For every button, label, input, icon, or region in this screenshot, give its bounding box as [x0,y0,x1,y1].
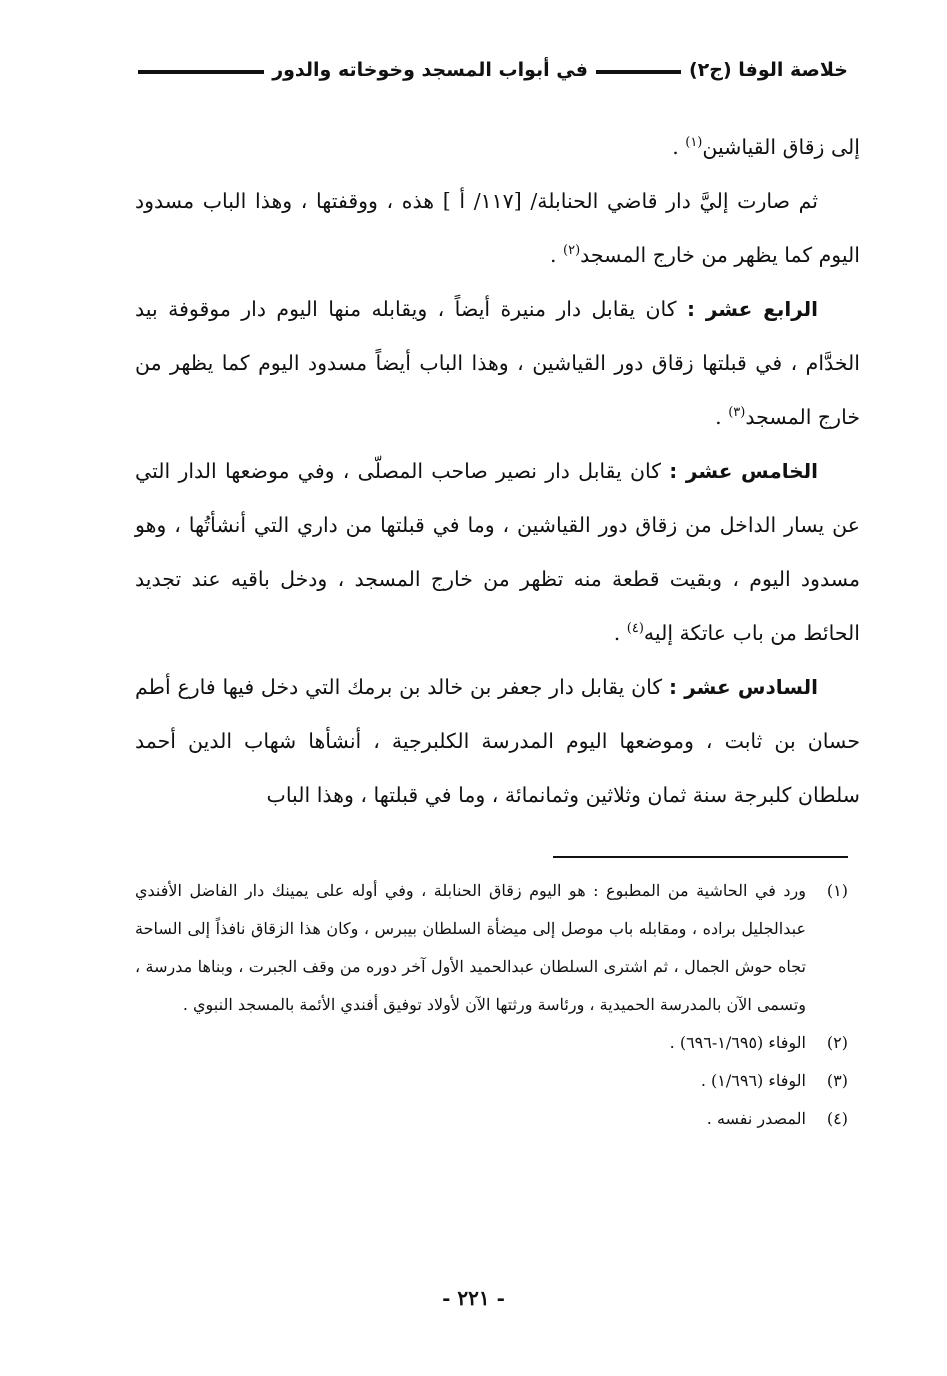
paragraph-3-lead: الرابع عشر : [686,297,818,321]
paragraph-4-lead: الخامس عشر : [669,459,819,483]
paragraph-1 [135,120,860,174]
footnote-ref-2: (٢) [563,243,581,259]
footnote-text: الوفاء (١/٦٩٥-٦٩٦) . [669,1033,806,1052]
footnote-3 [135,1062,848,1100]
running-header [130,52,848,88]
paragraph-2 [135,174,860,282]
paragraph-3-end: . [715,405,729,429]
footnote-text: المصدر نفسه . [706,1109,806,1128]
main-text [135,120,860,822]
footnote-ref-1: (١) [685,135,703,151]
paragraph-3 [135,282,860,444]
header-rule-short [596,70,681,74]
footnote-separator [553,856,848,858]
footnote-ref-3: (٣) [728,405,746,421]
paragraph-4-text: كان يقابل دار نصير صاحب المصلّى ، وفي موضعها الدار التي عن يسار الداخل من زقاق دور القياشين ، وما في قبلتها من داري التي أنشأتُها ، وهو مسدود اليوم ، وبقيت قطعة منه تظهر من خارج المسجد ، ودخل باقيه عند تجديد الحائط من باب عاتكة إليه [135,459,860,645]
paragraph-3-text: كان يقابل دار منيرة أيضاً ، ويقابله منها اليوم دار موقوفة بيد الخدَّام ، في قبلتها زقاق دور القياشين ، وهذا الباب أيضاً مسدود اليوم كما يظهر من خارج المسجد [135,297,860,429]
paragraph-4 [135,444,860,660]
footnote-4 [135,1100,848,1138]
footnotes [135,872,848,1138]
footnote-number: (٣) [826,1071,848,1090]
paragraph-4-end: . [613,621,627,645]
paragraph-1-end: . [672,135,686,159]
paragraph-2-end: . [549,243,564,267]
footnote-ref-4: (٤) [626,621,644,637]
footnote-number: (٢) [826,1033,848,1052]
paragraph-5-lead: السادس عشر : [668,675,819,699]
header-section-title: في أبواب المسجد وخوخاته والدور [272,59,588,81]
footnote-1 [135,872,848,1024]
footnote-2 [135,1024,848,1062]
header-book-title: خلاصة الوفا (ج٢) [688,59,848,81]
footnote-number: (٤) [826,1109,848,1128]
paragraph-2-text: ثم صارت إليَّ دار قاضي الحنابلة/ [١١٧/ أ ] هذه ، ووقفتها ، وهذا الباب مسدود اليوم كما يظهر من خارج المسجد [135,189,860,267]
footnote-text: ورد في الحاشية من المطبوع : هو اليوم زقاق الحنابلة ، وفي أوله على يمينك دار الفاضل الأفندي عبدالجليل براده ، ومقابله باب موصل إلى ميضأة السلطان بيبرس ، وكان هذا الزقاق نافذاً إلى الساحة تجاه حوش الجمال ، ثم اشترى السلطان عبدالحميد الأول آخر دوره من وقف الجبرت ، وبناها مدرسة ، وتسمى الآن بالمدرسة الحميدية ، ورئاسة ورثتها الآن لأولاد توفيق أفندي الأئمة بالمسجد النبوي . [135,881,806,1014]
footnote-number: (١) [826,881,848,900]
paragraph-5 [135,660,860,822]
footnote-text: الوفاء (١/٦٩٦) . [700,1071,806,1090]
paragraph-1-text: إلى زقاق القياشين [702,135,860,159]
header-rule-long [138,70,264,74]
paragraph-5-text: كان يقابل دار جعفر بن خالد بن برمك التي دخل فيها فارع أطم حسان بن ثابت ، وموضعها اليوم المدرسة الكلبرجية ، أنشأها شهاب الدين أحمد سلطان كلبرجة سنة ثمان وثلاثين وثمانمائة ، وما في قبلتها ، وهذا الباب [135,675,860,807]
page-number: - ٢٢١ - [442,1286,505,1310]
